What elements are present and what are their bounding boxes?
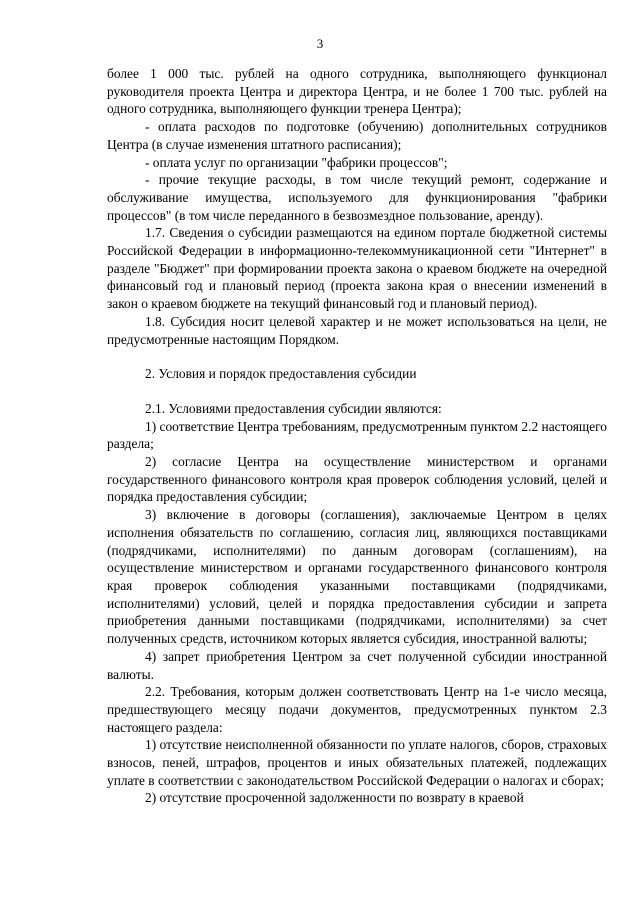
paragraph: 2.1. Условиями предоставления субсидии являются:: [145, 400, 442, 416]
paragraph: 2) отсутствие просроченной задолженности по возврату в краевой: [145, 790, 524, 806]
paragraph: 1) отсутствие неисполненной обязанности по уплате налогов, сборов, страховых взносов, пеней, штрафов, процентов и иных обязательных платежей, подлежащих уплате в соответствии с законодательством Российской Федерации о налогах и сборах;: [107, 737, 607, 788]
paragraph: 3) включение в договоры (соглашения), заключаемые Центром в целях исполнения обязательств по соглашению, согласия лиц, являющихся поставщиками (подрядчиками, исполнителями) по данным договорам (соглашениям), на осуществление министерством и органами государственного финансового контроля края проверок соблюдения указанными поставщиками (подрядчиками, исполнителями) условий, целей и порядка предоставления субсидии и запрета приобретения данными поставщиками (подрядчиками, исполнителями) за счет полученных средств, источником которых является субсидия, иностранной валюты;: [107, 507, 607, 647]
document-body: [107, 65, 607, 807]
paragraph: более 1 000 тыс. рублей на одного сотрудника, выполняющего функционал руководителя проекта Центра и директора Центра, и не более 1 700 тыс. рублей на одного сотрудника, выполняющего функции тренера Центра);: [107, 66, 607, 117]
paragraph: 1) соответствие Центра требованиям, предусмотренным пунктом 2.2 настоящего раздела;: [107, 418, 607, 452]
paragraph: 2.2. Требования, которым должен соответствовать Центр на 1-е число месяца, предшествующего месяцу подачи документов, предусмотренных пунктом 2.3 настоящего раздела:: [107, 684, 607, 735]
paragraph: 1.7. Сведения о субсидии размещаются на едином портале бюджетной системы Российской Федерации в информационно-телекоммуникационной сети "Интернет" в разделе "Бюджет" при формировании проекта закона о краевом бюджете на очередной финансовый год и плановый период (проекта закона края о внесении изменений в закон о краевом бюджете на текущий финансовый год и плановый период).: [107, 225, 607, 312]
page-number: 3: [316, 36, 324, 51]
section-heading: 2. Условия и порядок предоставления субсидии: [145, 366, 417, 382]
paragraph: - оплата расходов по подготовке (обучению) дополнительных сотрудников Центра (в случае изменения штатного расписания);: [107, 119, 607, 152]
paragraph: 4) запрет приобретения Центром за счет полученной субсидии иностранной валюты.: [107, 648, 607, 682]
paragraph: - прочие текущие расходы, в том числе текущий ремонт, содержание и обслуживание имущества, используемого для функционирования "фабрики процессов" (в том числе переданного в безвозмездное пользование, аренду).: [107, 172, 607, 223]
paragraph: - оплата услуг по организации "фабрики процессов";: [145, 154, 448, 170]
paragraph: 1.8. Субсидия носит целевой характер и не может использоваться на цели, не предусмотренные настоящим Порядком.: [107, 313, 607, 347]
paragraph: 2) согласие Центра на осуществление министерством и органами государственного финансового контроля края проверок соблюдения условий, целей и порядка предоставления субсидии;: [107, 454, 607, 505]
